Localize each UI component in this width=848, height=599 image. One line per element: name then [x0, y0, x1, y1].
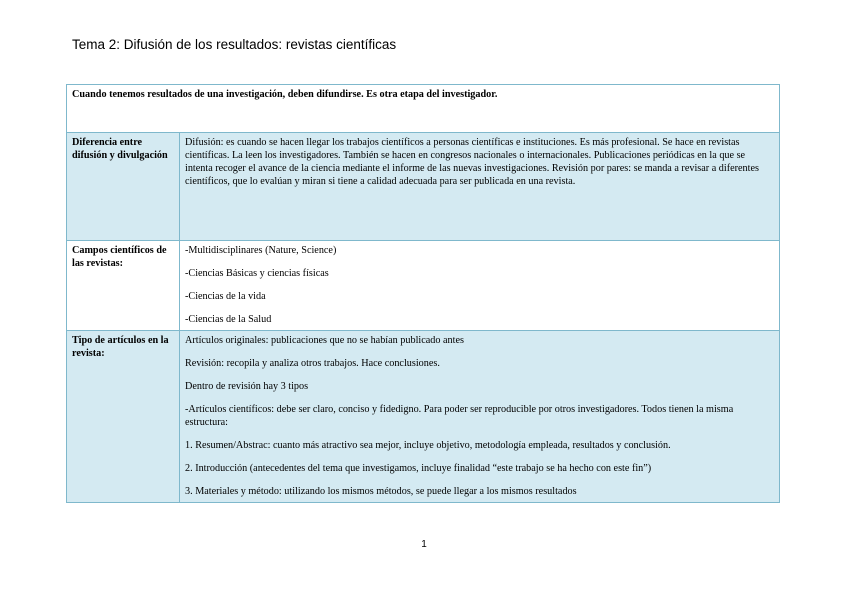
row-label: Campos científicos de las revistas:	[67, 241, 180, 331]
table-row	[67, 241, 780, 331]
row-content	[180, 133, 780, 241]
content-table	[66, 84, 780, 503]
row-label: Diferencia entre difusión y divulgación	[67, 133, 180, 241]
table-row	[67, 331, 780, 503]
row-content	[180, 241, 780, 331]
row-paragraph: Revisión: recopila y analiza otros trabajos. Hace conclusiones.	[185, 358, 440, 369]
row-paragraph: Dentro de revisión hay 3 tipos	[185, 381, 309, 392]
row-paragraph: Difusión: es cuando se hacen llegar los trabajos científicos a personas científicas e instituciones. Es más profesional. Se hace en revistas científicas. La leen los investigadores. También se hacen en congresos nacionales o internacionales. Publicaciones periódicas en la que se intenta recoger el avance de la ciencia mediante el informe de las nuevas investigaciones. Revisión por pares: se manda a revisar a diferentes científicos, que lo evalúan y miran si tiene a calidad adecuada para ser publicada en una revista.	[185, 137, 759, 187]
row-label: Tipo de artículos en la revista:	[67, 331, 180, 503]
intro-row	[67, 85, 780, 133]
document-title: Tema 2: Difusión de los resultados: revistas científicas	[72, 37, 397, 52]
row-paragraph: -Ciencias de la Salud	[185, 314, 272, 325]
row-paragraph: -Artículos científicos: debe ser claro, conciso y fidedigno. Para poder ser reproducible por otros investigadores. Todos tienen la misma estructura:	[185, 404, 734, 428]
row-content	[180, 331, 780, 503]
row-paragraph: 3. Materiales y método: utilizando los mismos métodos, se puede llegar a los mismos resultados	[185, 486, 577, 497]
row-paragraph: 1. Resumen/Abstrac: cuanto más atractivo sea mejor, incluye objetivo, metodología empleada, resultados y conclusión.	[185, 440, 671, 451]
row-paragraph: -Ciencias Básicas y ciencias físicas	[185, 268, 329, 279]
row-paragraph: Artículos originales: publicaciones que no se habían publicado antes	[185, 335, 464, 346]
row-paragraph: -Ciencias de la vida	[185, 291, 266, 302]
intro-cell: Cuando tenemos resultados de una investigación, deben difundirse. Es otra etapa del investigador.	[67, 85, 780, 133]
page-number: 1	[421, 539, 427, 550]
row-paragraph: 2. Introducción (antecedentes del tema que investigamos, incluye finalidad “este trabajo se ha hecho con este fin”)	[185, 463, 652, 474]
row-paragraph: -Multidisciplinares (Nature, Science)	[185, 245, 337, 256]
table-row	[67, 133, 780, 241]
